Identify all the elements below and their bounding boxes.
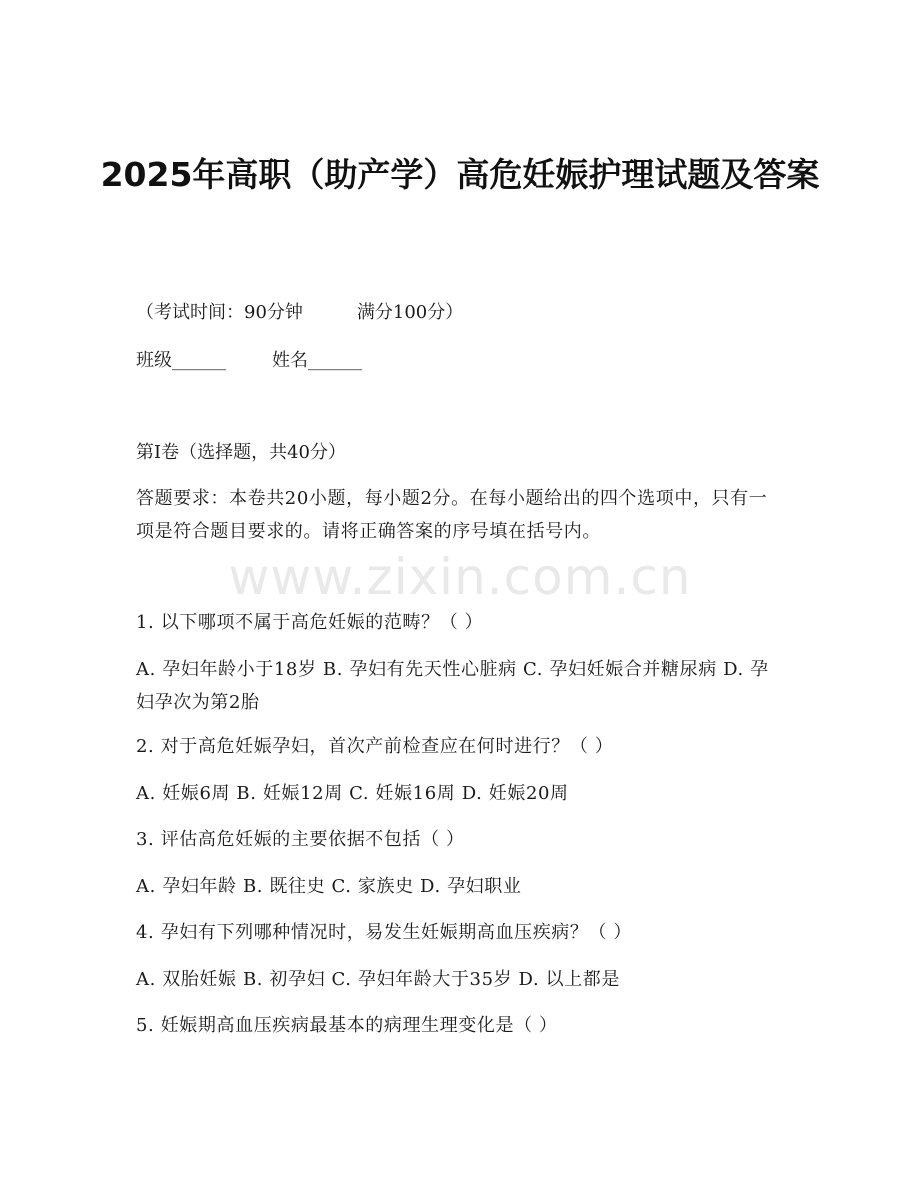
watermark: www.zixin.com.cn: [228, 548, 692, 606]
question-stem: 3. 评估高危妊娠的主要依据不包括（ ）: [136, 829, 465, 850]
name-field: 姓名______: [272, 350, 362, 371]
question-options: A. 孕妇年龄 B. 既往史 C. 家族史 D. 孕妇职业: [136, 876, 522, 897]
question-stem: 4. 孕妇有下列哪种情况时，易发生妊娠期高血压疾病？（ ）: [136, 922, 633, 943]
section-title: 第Ⅰ卷（选择题，共40分）: [136, 442, 347, 463]
question-options: A. 妊娠6周 B. 妊娠12周 C. 妊娠16周 D. 妊娠20周: [136, 783, 569, 804]
student-fields: [136, 349, 362, 373]
document-title: 2025年高职（助产学）高危妊娠护理试题及答案: [100, 155, 820, 194]
exam-score: 满分100分）: [356, 302, 464, 323]
question-stem: 2. 对于高危妊娠孕妇，首次产前检查应在何时进行？（ ）: [136, 736, 614, 757]
class-field: 班级______: [136, 350, 226, 371]
question-options: A. 孕妇年龄小于18岁 B. 孕妇有先天性心脏病 C. 孕妇妊娠合并糖尿病 D. 孕妇孕次为第2胎: [136, 659, 769, 713]
exam-info: [136, 301, 463, 325]
section-instructions: 答题要求：本卷共20小题，每小题2分。在每小题给出的四个选项中，只有一项是符合题目要求的。请将正确答案的序号填在括号内。: [136, 488, 768, 542]
question-stem: 5. 妊娠期高血压疾病最基本的病理生理变化是（ ）: [136, 1015, 558, 1036]
question-stem: 1. 以下哪项不属于高危妊娠的范畴？（ ）: [136, 612, 484, 633]
exam-time: （考试时间：90分钟: [136, 302, 303, 323]
question-options: A. 双胎妊娠 B. 初孕妇 C. 孕妇年龄大于35岁 D. 以上都是: [136, 969, 620, 990]
